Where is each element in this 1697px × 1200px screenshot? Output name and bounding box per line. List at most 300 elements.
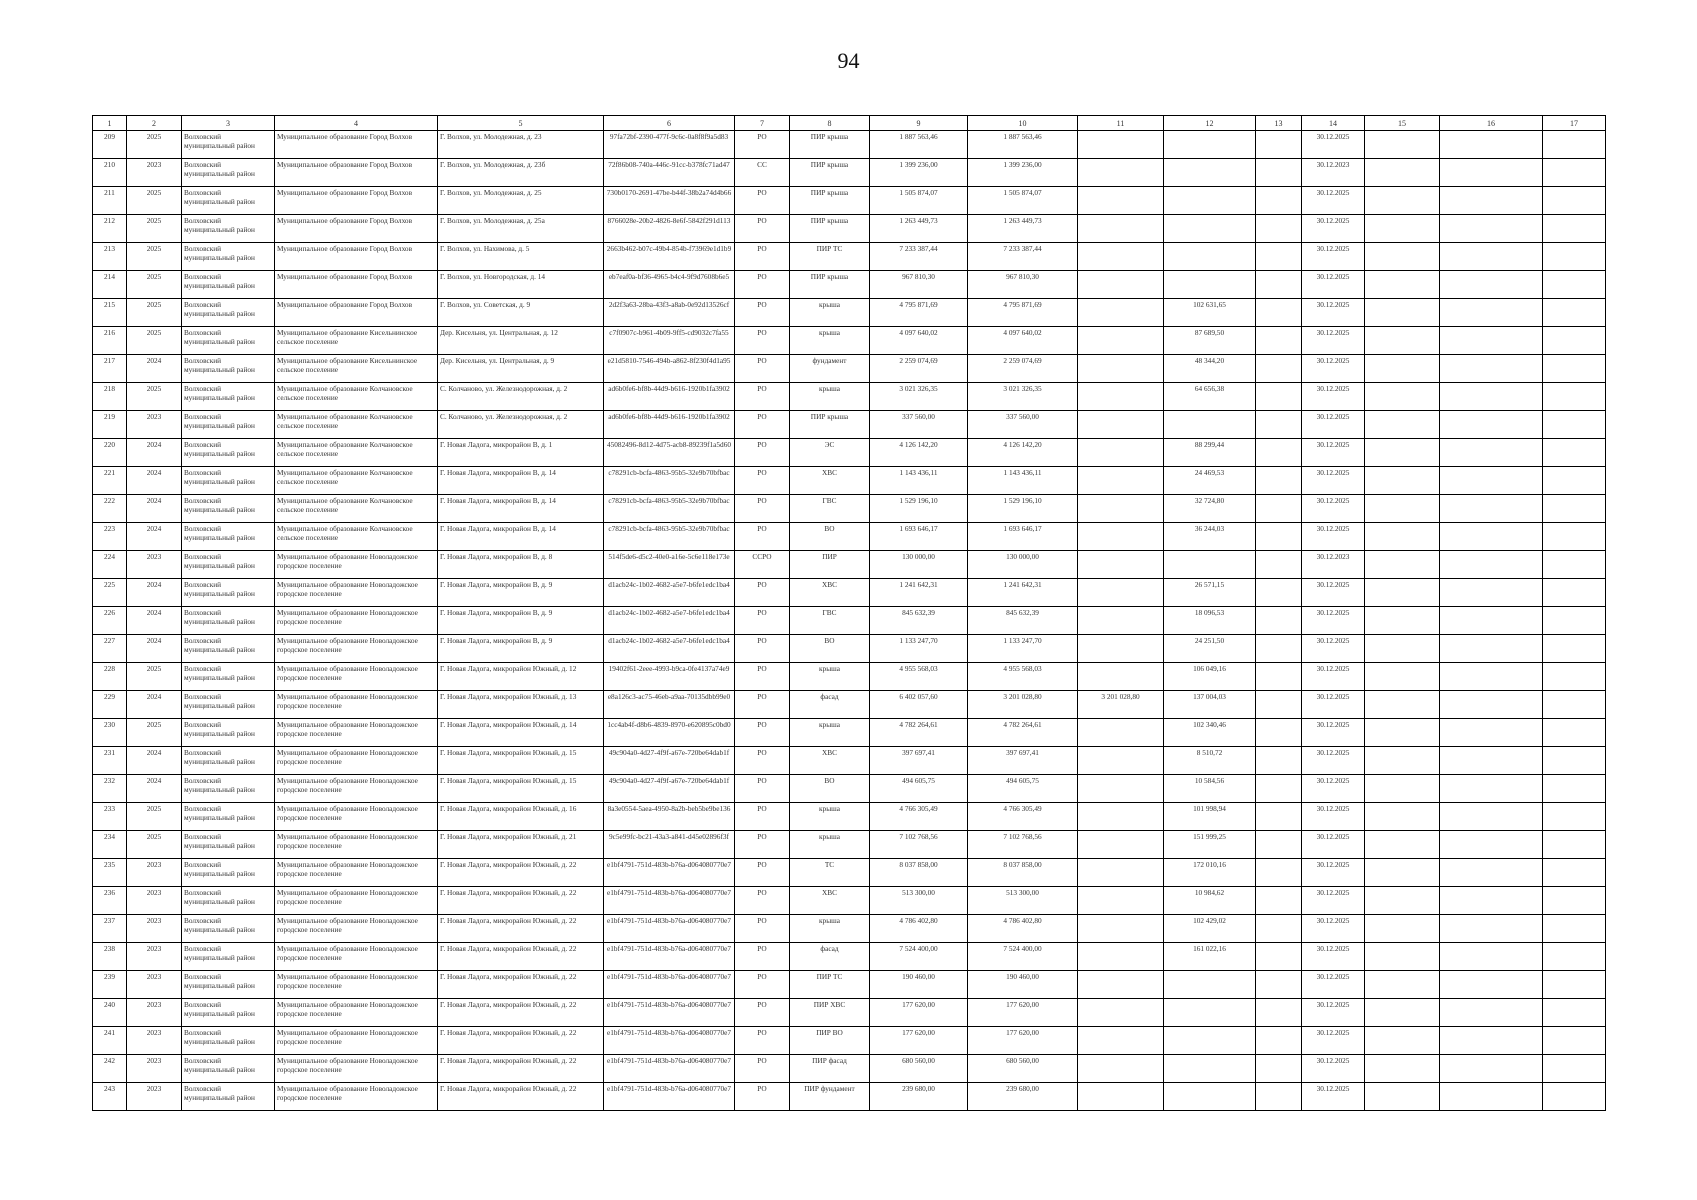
cell-control-cost: 64 656,38 [1164,383,1256,411]
cell-fund-cost: 680 560,00 [968,1055,1078,1083]
cell-municipality: Муниципальное образование Город Волхов [275,243,438,271]
cell-house-id: e8a126c3-ac75-46eb-a9aa-70135dbb99e0 [604,691,735,719]
cell-col-17 [1543,775,1606,803]
cell-col-13 [1256,999,1302,1027]
cell-row-number: 238 [93,943,127,971]
cell-district: Волховский муниципальный район [182,803,275,831]
cell-municipality: Муниципальное образование Новоладожское городское поселение [275,831,438,859]
cell-program: РО [735,691,790,719]
cell-control-cost: 137 004,03 [1164,691,1256,719]
cell-year: 2023 [127,999,182,1027]
cell-work-type: ПИР ВО [790,1027,870,1055]
cell-col-15 [1365,383,1440,411]
cell-total-cost: 130 000,00 [870,551,968,579]
cell-work-type: крыша [790,327,870,355]
cell-district: Волховский муниципальный район [182,887,275,915]
cell-col-17 [1543,467,1606,495]
cell-house-id: 45082496-8d12-4d75-acb8-89239f1a5d60 [604,439,735,467]
cell-house-id: d1acb24c-1b02-4682-a5e7-b6fe1edc1ba4 [604,607,735,635]
cell-control-cost: 172 010,16 [1164,859,1256,887]
cell-program: РО [735,719,790,747]
cell-year: 2025 [127,215,182,243]
header-row [93,116,1606,131]
column-header-12: 12 [1164,116,1256,131]
cell-municipality: Муниципальное образование Кисельнинское сельское поселение [275,327,438,355]
cell-municipality: Муниципальное образование Новоладожское городское поселение [275,607,438,635]
cell-row-number: 237 [93,915,127,943]
cell-owners-cost [1078,355,1164,383]
cell-total-cost: 239 680,00 [870,1083,968,1111]
cell-work-type: ТС [790,859,870,887]
cell-col-16 [1440,831,1543,859]
cell-owners-cost [1078,831,1164,859]
cell-total-cost: 494 605,75 [870,775,968,803]
cell-fund-cost: 4 097 640,02 [968,327,1078,355]
cell-col-15 [1365,1055,1440,1083]
cell-col-17 [1543,999,1606,1027]
cell-row-number: 239 [93,971,127,999]
cell-district: Волховский муниципальный район [182,131,275,159]
cell-row-number: 230 [93,719,127,747]
cell-row-number: 220 [93,439,127,467]
cell-col-15 [1365,887,1440,915]
cell-program: РО [735,1055,790,1083]
cell-year: 2023 [127,411,182,439]
cell-district: Волховский муниципальный район [182,523,275,551]
cell-district: Волховский муниципальный район [182,383,275,411]
cell-col-17 [1543,635,1606,663]
cell-row-number: 209 [93,131,127,159]
cell-col-16 [1440,271,1543,299]
cell-control-cost: 48 344,20 [1164,355,1256,383]
cell-owners-cost [1078,243,1164,271]
cell-district: Волховский муниципальный район [182,915,275,943]
cell-address: Г. Новая Ладога, микрорайон Южный, д. 15 [438,747,604,775]
cell-deadline: 30.12.2025 [1302,831,1365,859]
cell-house-id: e1bf4791-751d-483b-b76a-d064080770e7 [604,999,735,1027]
table-row [93,411,1606,439]
cell-fund-cost: 4 126 142,20 [968,439,1078,467]
cell-address: Г. Новая Ладога, микрорайон Южный, д. 22 [438,999,604,1027]
cell-house-id: e1bf4791-751d-483b-b76a-d064080770e7 [604,943,735,971]
cell-fund-cost: 239 680,00 [968,1083,1078,1111]
table-row [93,635,1606,663]
cell-total-cost: 967 810,30 [870,271,968,299]
cell-total-cost: 4 955 568,03 [870,663,968,691]
cell-col-13 [1256,747,1302,775]
cell-owners-cost [1078,495,1164,523]
cell-fund-cost: 1 693 646,17 [968,523,1078,551]
cell-owners-cost [1078,607,1164,635]
cell-col-13 [1256,635,1302,663]
cell-municipality: Муниципальное образование Новоладожское городское поселение [275,719,438,747]
cell-address: Г. Новая Ладога, микрорайон В, д. 8 [438,551,604,579]
cell-col-16 [1440,971,1543,999]
cell-district: Волховский муниципальный район [182,719,275,747]
cell-program: РО [735,355,790,383]
cell-row-number: 236 [93,887,127,915]
cell-total-cost: 4 126 142,20 [870,439,968,467]
cell-col-16 [1440,1027,1543,1055]
cell-year: 2025 [127,719,182,747]
cell-col-15 [1365,579,1440,607]
table-row [93,131,1606,159]
cell-address: Г. Новая Ладога, микрорайон Южный, д. 22 [438,1027,604,1055]
cell-work-type: ПИР крыша [790,411,870,439]
cell-col-16 [1440,803,1543,831]
cell-owners-cost [1078,159,1164,187]
cell-district: Волховский муниципальный район [182,747,275,775]
cell-row-number: 223 [93,523,127,551]
cell-col-17 [1543,355,1606,383]
cell-col-16 [1440,579,1543,607]
cell-total-cost: 8 037 858,00 [870,859,968,887]
cell-deadline: 30.12.2025 [1302,271,1365,299]
cell-fund-cost: 4 795 871,69 [968,299,1078,327]
cell-col-13 [1256,803,1302,831]
cell-col-13 [1256,719,1302,747]
table-row [93,607,1606,635]
cell-control-cost [1164,187,1256,215]
table-row [93,551,1606,579]
cell-house-id: 2d2f3a63-28ba-43f3-a8ab-0e92d13526cf [604,299,735,327]
cell-work-type: крыша [790,915,870,943]
cell-control-cost: 10 584,56 [1164,775,1256,803]
cell-col-17 [1543,663,1606,691]
cell-fund-cost: 513 300,00 [968,887,1078,915]
cell-row-number: 229 [93,691,127,719]
cell-col-16 [1440,1083,1543,1111]
cell-row-number: 241 [93,1027,127,1055]
cell-col-13 [1256,327,1302,355]
cell-deadline: 30.12.2025 [1302,1027,1365,1055]
cell-row-number: 228 [93,663,127,691]
cell-work-type: ХВС [790,579,870,607]
cell-district: Волховский муниципальный район [182,971,275,999]
cell-program: РО [735,383,790,411]
cell-municipality: Муниципальное образование Новоладожское городское поселение [275,1055,438,1083]
cell-col-17 [1543,943,1606,971]
cell-year: 2023 [127,943,182,971]
cell-deadline: 30.12.2023 [1302,159,1365,187]
cell-municipality: Муниципальное образование Новоладожское городское поселение [275,747,438,775]
cell-col-17 [1543,971,1606,999]
cell-row-number: 225 [93,579,127,607]
cell-work-type: ЭС [790,439,870,467]
cell-year: 2024 [127,355,182,383]
cell-program: РО [735,803,790,831]
cell-col-17 [1543,551,1606,579]
cell-col-13 [1256,551,1302,579]
cell-owners-cost [1078,943,1164,971]
cell-fund-cost: 177 620,00 [968,1027,1078,1055]
cell-total-cost: 1 693 646,17 [870,523,968,551]
cell-row-number: 218 [93,383,127,411]
cell-work-type: ВО [790,523,870,551]
cell-col-13 [1256,355,1302,383]
cell-district: Волховский муниципальный район [182,215,275,243]
cell-owners-cost [1078,719,1164,747]
cell-col-17 [1543,1027,1606,1055]
cell-district: Волховский муниципальный район [182,551,275,579]
cell-total-cost: 1 133 247,70 [870,635,968,663]
cell-program: РО [735,495,790,523]
cell-row-number: 221 [93,467,127,495]
cell-col-17 [1543,887,1606,915]
table-row [93,999,1606,1027]
table-row [93,1055,1606,1083]
cell-year: 2024 [127,691,182,719]
cell-district: Волховский муниципальный район [182,607,275,635]
cell-fund-cost: 967 810,30 [968,271,1078,299]
cell-address: Г. Новая Ладога, микрорайон В, д. 14 [438,467,604,495]
cell-program: РО [735,411,790,439]
cell-municipality: Муниципальное образование Новоладожское городское поселение [275,635,438,663]
cell-work-type: ПИР крыша [790,159,870,187]
cell-house-id: 49c904a0-4d27-4f9f-a67e-720be64dab1f [604,747,735,775]
column-header-5: 5 [438,116,604,131]
cell-district: Волховский муниципальный район [182,187,275,215]
cell-owners-cost [1078,271,1164,299]
cell-col-15 [1365,859,1440,887]
cell-row-number: 212 [93,215,127,243]
cell-col-15 [1365,187,1440,215]
cell-house-id: 49c904a0-4d27-4f9f-a67e-720be64dab1f [604,775,735,803]
cell-house-id: 730b0170-2691-47be-b44f-38b2a74d4b66 [604,187,735,215]
cell-municipality: Муниципальное образование Новоладожское городское поселение [275,999,438,1027]
cell-fund-cost: 4 955 568,03 [968,663,1078,691]
cell-fund-cost: 4 786 402,80 [968,915,1078,943]
cell-house-id: ad6b0fe6-bf8b-44d9-b616-1920b1fa3902 [604,411,735,439]
table-body [93,131,1606,1111]
cell-col-17 [1543,439,1606,467]
cell-col-13 [1256,467,1302,495]
cell-fund-cost: 8 037 858,00 [968,859,1078,887]
cell-control-cost [1164,1083,1256,1111]
cell-year: 2024 [127,439,182,467]
cell-address: Г. Новая Ладога, микрорайон Южный, д. 22 [438,1055,604,1083]
cell-address: Г. Волхов, ул. Молодежная, д. 25а [438,215,604,243]
cell-deadline: 30.12.2025 [1302,411,1365,439]
cell-col-16 [1440,915,1543,943]
column-header-3: 3 [182,116,275,131]
cell-owners-cost [1078,383,1164,411]
cell-col-16 [1440,607,1543,635]
cell-municipality: Муниципальное образование Новоладожское городское поселение [275,1027,438,1055]
cell-program: РО [735,439,790,467]
cell-fund-cost: 7 102 768,56 [968,831,1078,859]
table-row [93,243,1606,271]
cell-program: РО [735,831,790,859]
cell-deadline: 30.12.2025 [1302,327,1365,355]
cell-year: 2023 [127,551,182,579]
cell-col-15 [1365,1027,1440,1055]
cell-col-13 [1256,691,1302,719]
cell-control-cost [1164,971,1256,999]
cell-deadline: 30.12.2025 [1302,859,1365,887]
cell-total-cost: 680 560,00 [870,1055,968,1083]
table-row [93,579,1606,607]
cell-col-17 [1543,1083,1606,1111]
cell-col-13 [1256,859,1302,887]
cell-owners-cost [1078,1055,1164,1083]
cell-year: 2023 [127,1055,182,1083]
cell-col-17 [1543,831,1606,859]
cell-district: Волховский муниципальный район [182,691,275,719]
cell-col-13 [1256,299,1302,327]
cell-house-id: c78291cb-bcfa-4863-95b5-32e9b70bfbac [604,495,735,523]
cell-col-16 [1440,495,1543,523]
cell-municipality: Муниципальное образование Город Волхов [275,187,438,215]
cell-col-17 [1543,523,1606,551]
cell-district: Волховский муниципальный район [182,579,275,607]
cell-col-17 [1543,859,1606,887]
cell-work-type: ПИР крыша [790,271,870,299]
table-row [93,215,1606,243]
cell-col-15 [1365,943,1440,971]
cell-house-id: 1cc4ab4f-d8b6-4839-8970-e620895c0bd0 [604,719,735,747]
cell-row-number: 214 [93,271,127,299]
cell-address: Г. Новая Ладога, микрорайон Южный, д. 22 [438,943,604,971]
cell-row-number: 226 [93,607,127,635]
cell-program: РО [735,635,790,663]
cell-address: Г. Новая Ладога, микрорайон Южный, д. 22 [438,971,604,999]
cell-program: СС [735,159,790,187]
cell-col-13 [1256,943,1302,971]
table-row [93,467,1606,495]
cell-municipality: Муниципальное образование Новоладожское городское поселение [275,1083,438,1111]
column-header-6: 6 [604,116,735,131]
cell-col-16 [1440,523,1543,551]
cell-col-16 [1440,131,1543,159]
cell-fund-cost: 7 233 387,44 [968,243,1078,271]
column-header-15: 15 [1365,116,1440,131]
cell-col-16 [1440,187,1543,215]
cell-address: Г. Новая Ладога, микрорайон Южный, д. 22 [438,887,604,915]
cell-municipality: Муниципальное образование Новоладожское городское поселение [275,775,438,803]
cell-address: Г. Новая Ладога, микрорайон В, д. 9 [438,635,604,663]
cell-municipality: Муниципальное образование Новоладожское городское поселение [275,551,438,579]
cell-col-13 [1256,831,1302,859]
cell-owners-cost [1078,887,1164,915]
cell-municipality: Муниципальное образование Новоладожское городское поселение [275,803,438,831]
cell-row-number: 217 [93,355,127,383]
cell-house-id: ad6b0fe6-bf8b-44d9-b616-1920b1fa3902 [604,383,735,411]
cell-district: Волховский муниципальный район [182,243,275,271]
cell-work-type: ПИР крыша [790,215,870,243]
cell-municipality: Муниципальное образование Новоладожское городское поселение [275,887,438,915]
cell-year: 2024 [127,775,182,803]
cell-program: РО [735,215,790,243]
cell-program: РО [735,467,790,495]
cell-col-17 [1543,495,1606,523]
cell-col-17 [1543,411,1606,439]
cell-col-13 [1256,159,1302,187]
cell-house-id: c7f0907c-b961-4b09-9ff5-cd9032c7fa55 [604,327,735,355]
cell-address: Г. Новая Ладога, микрорайон Южный, д. 13 [438,691,604,719]
cell-control-cost: 87 689,50 [1164,327,1256,355]
cell-work-type: ПИР ХВС [790,999,870,1027]
cell-owners-cost [1078,327,1164,355]
cell-col-16 [1440,355,1543,383]
cell-district: Волховский муниципальный район [182,467,275,495]
cell-col-16 [1440,439,1543,467]
cell-house-id: e1bf4791-751d-483b-b76a-d064080770e7 [604,1055,735,1083]
cell-control-cost: 101 998,94 [1164,803,1256,831]
cell-control-cost: 26 571,15 [1164,579,1256,607]
cell-col-17 [1543,1055,1606,1083]
cell-owners-cost [1078,467,1164,495]
cell-col-15 [1365,999,1440,1027]
cell-col-13 [1256,607,1302,635]
cell-owners-cost [1078,859,1164,887]
cell-col-15 [1365,1083,1440,1111]
cell-col-16 [1440,551,1543,579]
cell-owners-cost [1078,299,1164,327]
cell-district: Волховский муниципальный район [182,271,275,299]
cell-district: Волховский муниципальный район [182,1027,275,1055]
cell-col-16 [1440,635,1543,663]
cell-municipality: Муниципальное образование Новоладожское городское поселение [275,971,438,999]
table-row [93,887,1606,915]
cell-house-id: 8a3e0554-5aea-4950-8a2b-beb5be9be136 [604,803,735,831]
cell-total-cost: 4 097 640,02 [870,327,968,355]
cell-municipality: Муниципальное образование Кисельнинское сельское поселение [275,355,438,383]
cell-municipality: Муниципальное образование Город Волхов [275,131,438,159]
cell-control-cost [1164,551,1256,579]
cell-district: Волховский муниципальный район [182,159,275,187]
cell-row-number: 233 [93,803,127,831]
cell-col-13 [1256,187,1302,215]
cell-deadline: 30.12.2025 [1302,439,1365,467]
cell-fund-cost: 1 887 563,46 [968,131,1078,159]
cell-year: 2023 [127,159,182,187]
cell-row-number: 234 [93,831,127,859]
table-row [93,495,1606,523]
cell-fund-cost: 845 632,39 [968,607,1078,635]
cell-work-type: ХВС [790,747,870,775]
cell-deadline: 30.12.2025 [1302,131,1365,159]
cell-fund-cost: 7 524 400,00 [968,943,1078,971]
cell-col-15 [1365,215,1440,243]
cell-total-cost: 1 529 196,10 [870,495,968,523]
cell-work-type: ПИР фасад [790,1055,870,1083]
cell-house-id: 97fa72bf-2390-477f-9c6c-0a8f8f9a5d83 [604,131,735,159]
cell-total-cost: 3 021 326,35 [870,383,968,411]
cell-fund-cost: 3 021 326,35 [968,383,1078,411]
cell-col-13 [1256,1027,1302,1055]
cell-col-16 [1440,887,1543,915]
page-number: 94 [837,48,860,73]
cell-work-type: крыша [790,803,870,831]
cell-total-cost: 1 143 436,11 [870,467,968,495]
cell-deadline: 30.12.2025 [1302,579,1365,607]
cell-work-type: фундамент [790,355,870,383]
table-row [93,187,1606,215]
cell-control-cost [1164,411,1256,439]
cell-col-16 [1440,411,1543,439]
table-row [93,971,1606,999]
cell-col-17 [1543,579,1606,607]
cell-col-13 [1256,579,1302,607]
cell-total-cost: 1 399 236,00 [870,159,968,187]
cell-year: 2025 [127,243,182,271]
cell-col-15 [1365,803,1440,831]
cell-col-15 [1365,663,1440,691]
cell-row-number: 210 [93,159,127,187]
cell-work-type: ПИР крыша [790,187,870,215]
cell-owners-cost [1078,523,1164,551]
